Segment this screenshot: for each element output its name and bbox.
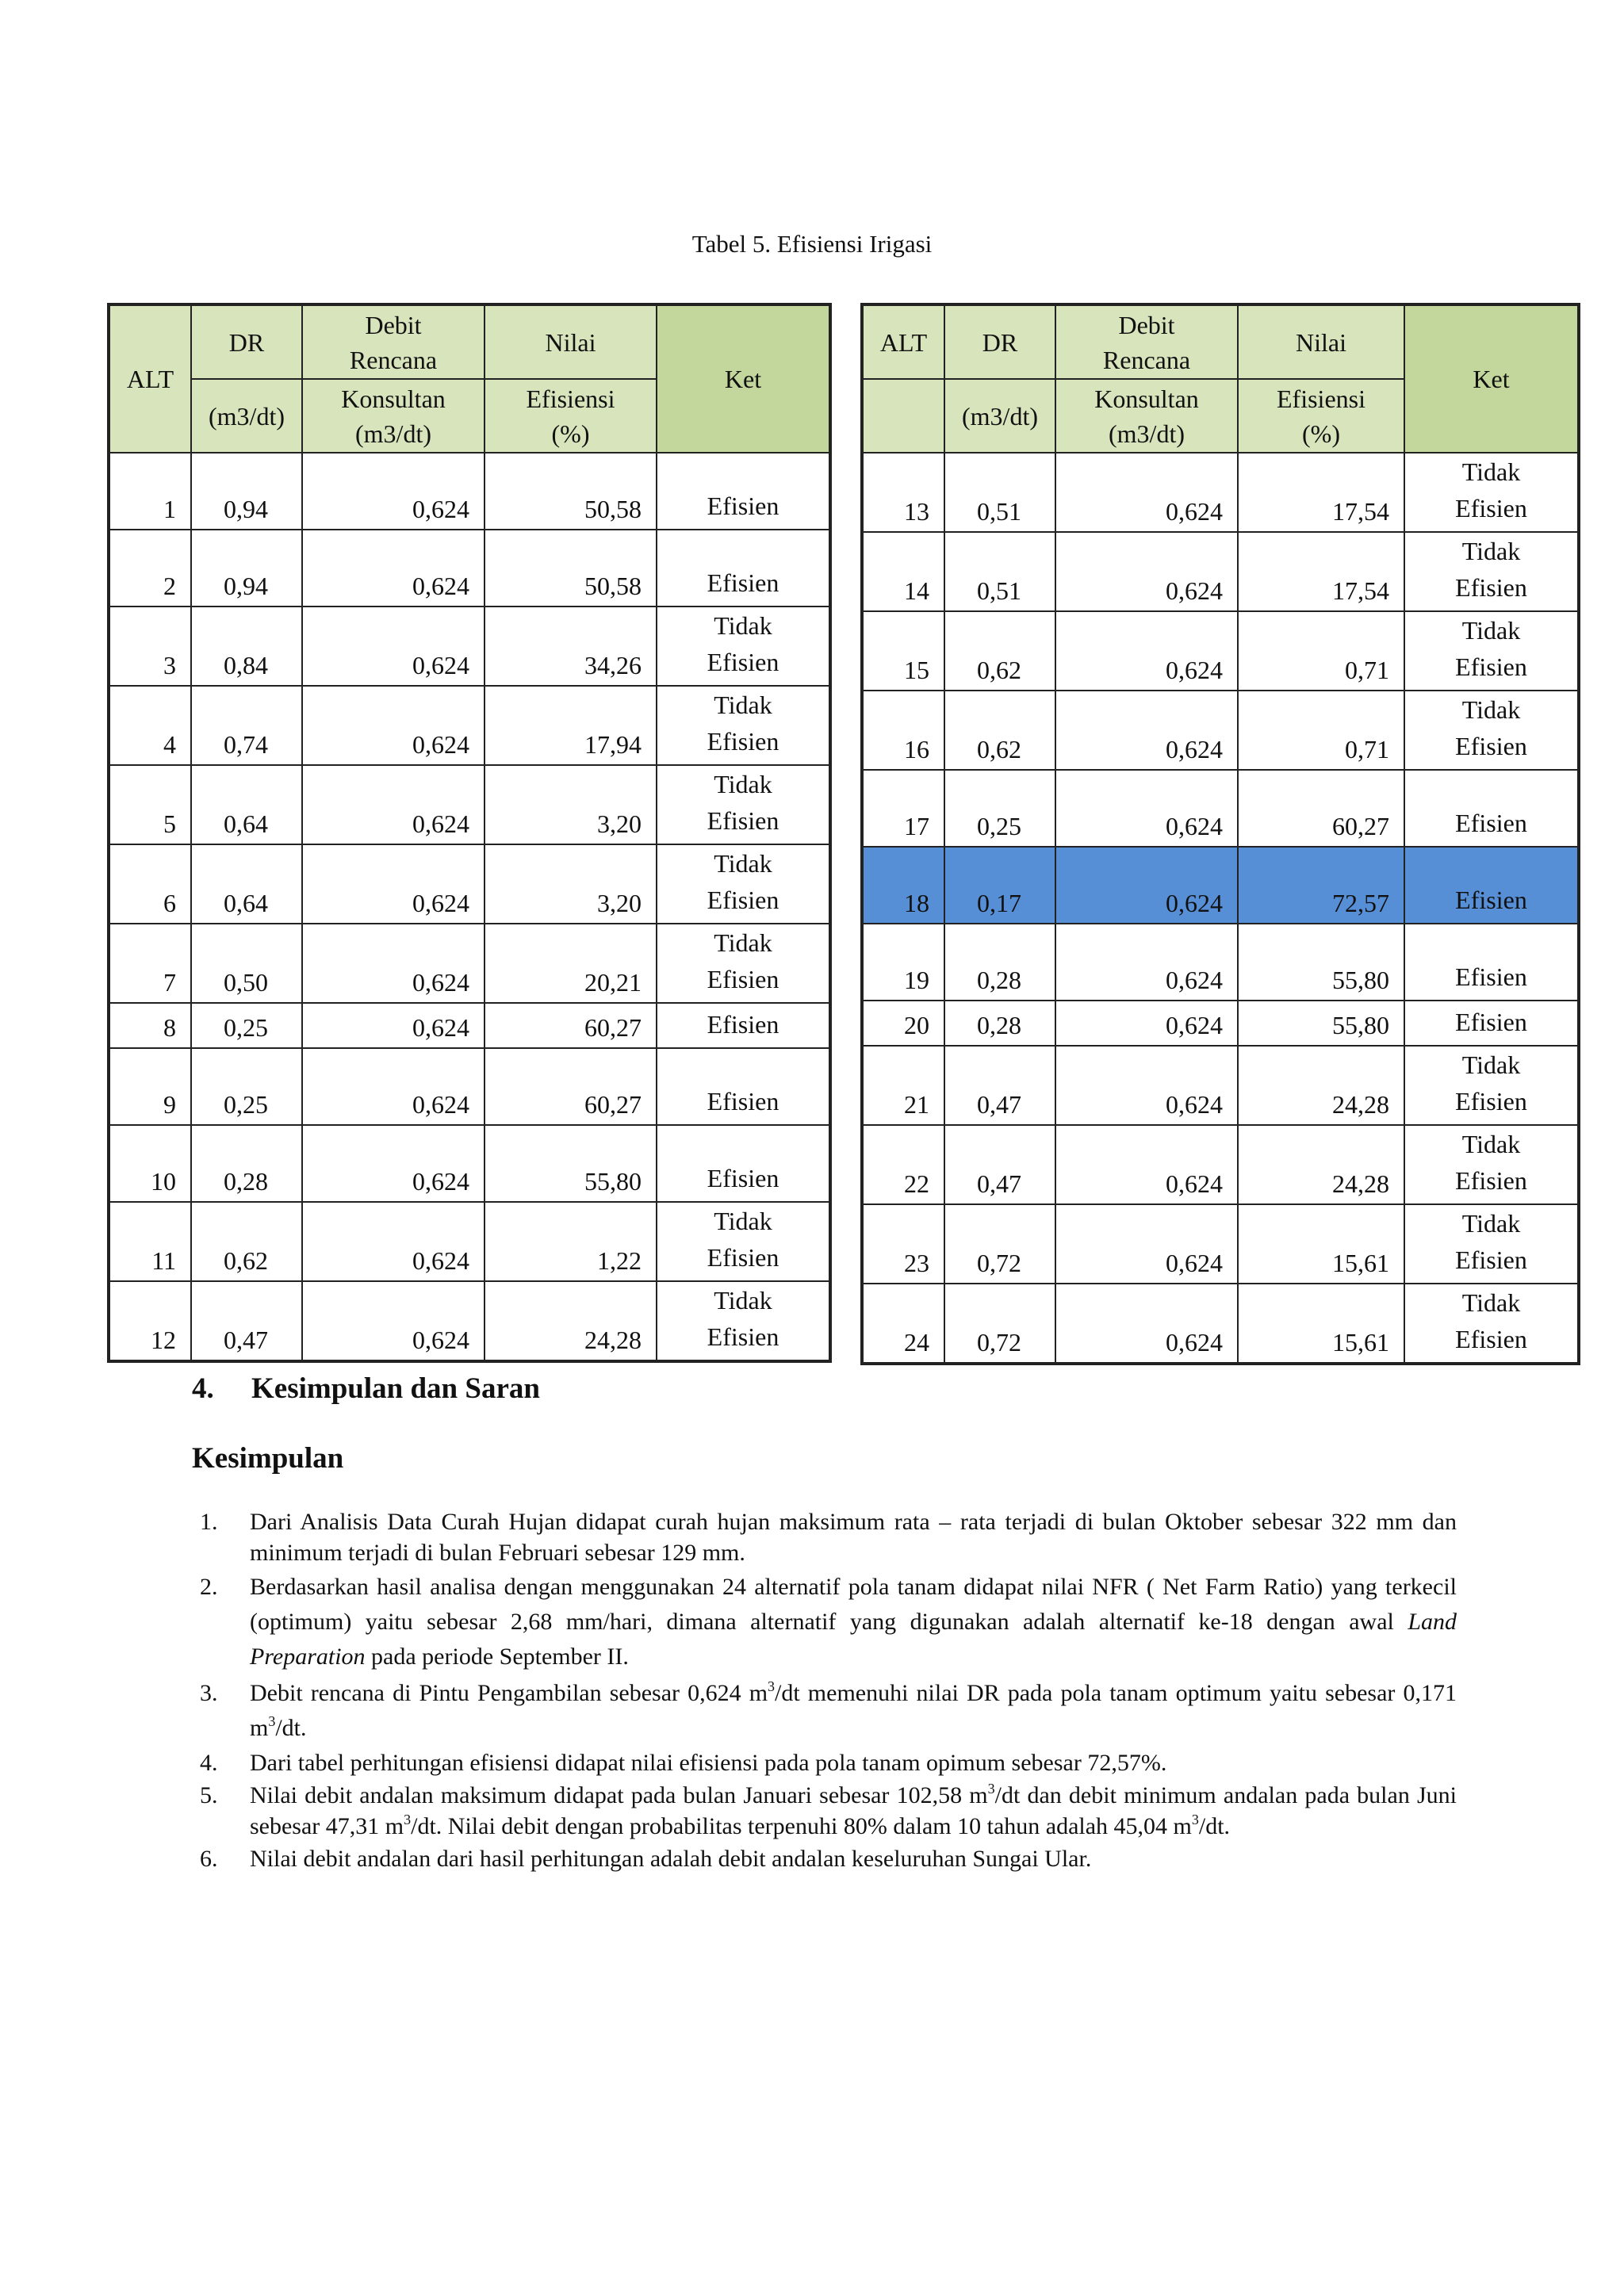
conclusion-text: /dt. Nilai debit dengan probabilitas terpenuhi 80% dalam 10 tahun adalah 45,04 m	[411, 1813, 1192, 1839]
table-row	[862, 924, 1579, 1001]
superscript: 3	[768, 1678, 776, 1694]
cell-ket	[1404, 532, 1579, 611]
ket-line-2: Efisien	[707, 1010, 779, 1039]
table-row	[109, 1202, 830, 1281]
ket-line-1: Tidak	[1461, 1130, 1521, 1158]
table-row	[862, 691, 1579, 770]
table-row	[862, 532, 1579, 611]
cell-alt: 4	[109, 686, 191, 765]
cell-nilai: 60,27	[485, 1048, 657, 1125]
cell-ket	[657, 844, 830, 924]
ket-line-2: Efisien	[707, 1243, 779, 1272]
cell-dr: 0,62	[944, 611, 1055, 691]
cell-debit: 0,624	[302, 686, 485, 765]
cell-nilai: 55,80	[1238, 924, 1404, 1001]
conclusion-number: 6.	[200, 1846, 218, 1872]
conclusion-text: Dari tabel perhitungan efisiensi didapat nilai efisiensi pada pola tanam opimum sebesar 72,57%.	[250, 1750, 1167, 1776]
cell-dr: 0,17	[944, 847, 1055, 924]
cell-alt: 15	[862, 611, 944, 691]
cell-ket	[1404, 691, 1579, 770]
cell-nilai: 20,21	[485, 924, 657, 1003]
ket-line-1: Tidak	[1461, 616, 1521, 645]
cell-debit: 0,624	[1055, 847, 1238, 924]
cell-alt: 5	[109, 765, 191, 844]
table-row	[109, 1003, 830, 1048]
cell-nilai: 72,57	[1238, 847, 1404, 924]
conclusion-item	[192, 1676, 1457, 1746]
cell-ket	[657, 765, 830, 844]
ket-line-2: Efisien	[707, 727, 779, 756]
cell-dr: 0,62	[944, 691, 1055, 770]
ket-line-2: Efisien	[1455, 573, 1527, 602]
header-dr-unit: (m3/dt)	[944, 379, 1055, 453]
cell-ket	[657, 1125, 830, 1202]
table-row	[109, 765, 830, 844]
cell-ket	[657, 607, 830, 686]
cell-debit: 0,624	[302, 1003, 485, 1048]
cell-ket	[657, 924, 830, 1003]
table-row	[109, 1281, 830, 1361]
header-nilai: Nilai	[485, 304, 657, 379]
cell-debit: 0,624	[302, 1202, 485, 1281]
cell-debit: 0,624	[302, 844, 485, 924]
cell-debit: 0,624	[302, 924, 485, 1003]
conclusion-text: /dt dan debit minimum andalan pada bulan Juni sebesar 47,31 m	[250, 1782, 1457, 1839]
cell-debit: 0,624	[302, 607, 485, 686]
cell-nilai: 24,28	[485, 1281, 657, 1361]
cell-debit: 0,624	[1055, 1125, 1238, 1204]
conclusion-number: 3.	[200, 1680, 218, 1706]
conclusion-item	[192, 1747, 1457, 1778]
section-title: Kesimpulan dan Saran	[251, 1372, 540, 1405]
cell-dr: 0,25	[191, 1048, 302, 1125]
ket-line-2: Efisien	[707, 1322, 779, 1351]
cell-alt: 14	[862, 532, 944, 611]
ket-line-1: Tidak	[1461, 1050, 1521, 1079]
cell-nilai: 17,54	[1238, 453, 1404, 532]
cell-debit: 0,624	[1055, 691, 1238, 770]
conclusion-text: /dt memenuhi nilai DR pada pola tanam optimum yaitu sebesar 0,171 m	[250, 1680, 1457, 1741]
table-row	[109, 1048, 830, 1125]
table-body-left	[109, 453, 830, 1361]
cell-dr: 0,64	[191, 765, 302, 844]
cell-nilai: 34,26	[485, 607, 657, 686]
section-number: 4.	[192, 1372, 214, 1405]
table-row	[109, 453, 830, 530]
header-dr: DR	[191, 304, 302, 379]
cell-ket	[657, 1281, 830, 1361]
table-row	[109, 1125, 830, 1202]
cell-alt: 1	[109, 453, 191, 530]
table-row	[109, 924, 830, 1003]
superscript: 3	[1191, 1812, 1199, 1827]
ket-line-2: Efisien	[1455, 732, 1527, 760]
cell-ket	[657, 453, 830, 530]
cell-ket	[1404, 1204, 1579, 1284]
cell-nilai: 24,28	[1238, 1125, 1404, 1204]
cell-dr: 0,28	[944, 924, 1055, 1001]
header-debit-top: Debit Rencana	[1055, 304, 1238, 379]
cell-alt: 12	[109, 1281, 191, 1361]
cell-debit: 0,624	[1055, 1204, 1238, 1284]
cell-nilai: 60,27	[485, 1003, 657, 1048]
cell-alt: 9	[109, 1048, 191, 1125]
cell-alt: 18	[862, 847, 944, 924]
cell-nilai: 60,27	[1238, 770, 1404, 847]
ket-line-2: Efisien	[707, 648, 779, 676]
cell-alt: 11	[109, 1202, 191, 1281]
table-body-right	[862, 453, 1579, 1364]
ket-line-2: Efisien	[1455, 1008, 1527, 1036]
cell-nilai: 0,71	[1238, 691, 1404, 770]
cell-nilai: 55,80	[485, 1125, 657, 1202]
cell-debit: 0,624	[302, 1048, 485, 1125]
conclusion-text: /dt.	[275, 1715, 307, 1741]
ket-line-1: Tidak	[1461, 537, 1521, 565]
ket-line-2: Efisien	[707, 492, 779, 520]
cell-dr: 0,51	[944, 453, 1055, 532]
ket-line-1: Tidak	[714, 611, 772, 640]
cell-debit: 0,624	[1055, 770, 1238, 847]
cell-debit: 0,624	[302, 453, 485, 530]
cell-dr: 0,50	[191, 924, 302, 1003]
cell-dr: 0,47	[191, 1281, 302, 1361]
ket-line-2: Efisien	[1455, 962, 1527, 991]
ket-line-1: Tidak	[714, 1207, 772, 1235]
cell-ket	[1404, 453, 1579, 532]
cell-ket	[1404, 1125, 1579, 1204]
cell-debit: 0,624	[1055, 1284, 1238, 1364]
cell-nilai: 15,61	[1238, 1284, 1404, 1364]
cell-debit: 0,624	[302, 530, 485, 607]
ket-line-2: Efisien	[707, 1087, 779, 1115]
table-row	[862, 1046, 1579, 1125]
cell-dr: 0,84	[191, 607, 302, 686]
cell-dr: 0,47	[944, 1125, 1055, 1204]
table-row	[109, 844, 830, 924]
table-row	[862, 1284, 1579, 1364]
header-debit-bottom: Konsultan (m3/dt)	[302, 379, 485, 453]
cell-dr: 0,72	[944, 1204, 1055, 1284]
section-heading	[192, 1372, 540, 1406]
cell-alt: 7	[109, 924, 191, 1003]
ket-line-2: Efisien	[1455, 1325, 1527, 1353]
ket-line-2: Efisien	[707, 886, 779, 914]
conclusion-item	[192, 1843, 1457, 1874]
cell-ket	[1404, 924, 1579, 1001]
cell-dr: 0,51	[944, 532, 1055, 611]
conclusion-list	[192, 1506, 1457, 1876]
ket-line-2: Efisien	[1455, 1087, 1527, 1115]
cell-nilai: 50,58	[485, 530, 657, 607]
cell-alt: 6	[109, 844, 191, 924]
cell-debit: 0,624	[1055, 453, 1238, 532]
cell-dr: 0,94	[191, 530, 302, 607]
cell-dr: 0,72	[944, 1284, 1055, 1364]
ket-line-2: Efisien	[707, 965, 779, 993]
ket-line-1: Tidak	[1461, 695, 1521, 724]
header-ket: Ket	[657, 304, 830, 453]
cell-alt: 21	[862, 1046, 944, 1125]
header-dr: DR	[944, 304, 1055, 379]
ket-line-2: Efisien	[1455, 809, 1527, 837]
ket-line-1: Tidak	[1461, 1288, 1521, 1317]
header-nilai: Nilai	[1238, 304, 1404, 379]
ket-line-2: Efisien	[1455, 1166, 1527, 1195]
cell-nilai: 3,20	[485, 765, 657, 844]
ket-line-1: Tidak	[1461, 1209, 1521, 1238]
cell-ket	[1404, 1046, 1579, 1125]
cell-alt: 17	[862, 770, 944, 847]
conclusion-text: Land Preparation	[250, 1609, 1457, 1670]
cell-dr: 0,28	[944, 1001, 1055, 1046]
ket-line-2: Efisien	[707, 568, 779, 597]
ket-line-1: Tidak	[714, 928, 772, 957]
cell-ket	[1404, 1001, 1579, 1046]
cell-dr: 0,25	[944, 770, 1055, 847]
ket-line-1: Tidak	[714, 770, 772, 798]
conclusion-text: /dt.	[1198, 1813, 1231, 1839]
cell-nilai: 0,71	[1238, 611, 1404, 691]
cell-nilai: 3,20	[485, 844, 657, 924]
header-dr-unit: (m3/dt)	[191, 379, 302, 453]
cell-nilai: 17,94	[485, 686, 657, 765]
cell-debit: 0,624	[302, 765, 485, 844]
table-row	[862, 453, 1579, 532]
conclusion-number: 4.	[200, 1750, 218, 1776]
ket-line-2: Efisien	[707, 1164, 779, 1192]
conclusion-text: Dari Analisis Data Curah Hujan didapat curah hujan maksimum rata – rata terjadi di bulan Oktober sebesar 322 mm dan minimum terjadi di bulan Februari sebesar 129 mm.	[250, 1509, 1457, 1566]
cell-alt: 23	[862, 1204, 944, 1284]
cell-debit: 0,624	[1055, 1001, 1238, 1046]
conclusion-text: Nilai debit andalan dari hasil perhitungan adalah debit andalan keseluruhan Sungai Ular.	[250, 1846, 1092, 1872]
cell-dr: 0,74	[191, 686, 302, 765]
ket-line-2: Efisien	[1455, 652, 1527, 681]
cell-debit: 0,624	[1055, 1046, 1238, 1125]
ket-line-1: Tidak	[714, 849, 772, 878]
header-ket: Ket	[1404, 304, 1579, 453]
cell-alt: 10	[109, 1125, 191, 1202]
conclusion-text: Nilai debit andalan maksimum didapat pada bulan Januari sebesar 102,58 m	[250, 1782, 988, 1808]
header-efisiensi: Efisiensi (%)	[485, 379, 657, 453]
cell-alt: 24	[862, 1284, 944, 1364]
cell-dr: 0,28	[191, 1125, 302, 1202]
ket-line-1: Tidak	[1461, 457, 1521, 486]
cell-debit: 0,624	[302, 1281, 485, 1361]
cell-ket	[657, 1202, 830, 1281]
table-row	[109, 686, 830, 765]
header-alt-blank	[862, 379, 944, 453]
cell-debit: 0,624	[1055, 532, 1238, 611]
cell-nilai: 50,58	[485, 453, 657, 530]
cell-alt: 13	[862, 453, 944, 532]
cell-alt: 16	[862, 691, 944, 770]
table-row	[862, 611, 1579, 691]
cell-debit: 0,624	[302, 1125, 485, 1202]
cell-nilai: 55,80	[1238, 1001, 1404, 1046]
ket-line-2: Efisien	[1455, 494, 1527, 522]
efficiency-table-right	[860, 303, 1580, 1365]
table-caption: Tabel 5. Efisiensi Irigasi	[691, 230, 933, 258]
cell-ket	[1404, 847, 1579, 924]
superscript: 3	[404, 1812, 412, 1827]
conclusion-text: pada periode September II.	[365, 1644, 629, 1670]
ket-line-2: Efisien	[1455, 886, 1527, 914]
cell-ket	[657, 686, 830, 765]
superscript: 3	[268, 1713, 276, 1729]
table-row	[862, 1204, 1579, 1284]
cell-debit: 0,624	[1055, 924, 1238, 1001]
cell-ket	[1404, 611, 1579, 691]
header-debit-top: Debit Rencana	[302, 304, 485, 379]
cell-nilai: 24,28	[1238, 1046, 1404, 1125]
cell-alt: 19	[862, 924, 944, 1001]
conclusion-number: 1.	[200, 1509, 218, 1535]
cell-alt: 2	[109, 530, 191, 607]
header-efisiensi: Efisiensi (%)	[1238, 379, 1404, 453]
ket-line-2: Efisien	[1455, 1246, 1527, 1274]
cell-alt: 22	[862, 1125, 944, 1204]
conclusion-number: 2.	[200, 1574, 218, 1600]
cell-nilai: 17,54	[1238, 532, 1404, 611]
cell-ket	[657, 530, 830, 607]
superscript: 3	[987, 1781, 995, 1797]
cell-ket	[657, 1048, 830, 1125]
subsection-heading: Kesimpulan	[192, 1442, 344, 1475]
table-row	[862, 847, 1579, 924]
cell-ket	[1404, 1284, 1579, 1364]
cell-dr: 0,25	[191, 1003, 302, 1048]
cell-dr: 0,94	[191, 453, 302, 530]
table-row	[862, 1001, 1579, 1046]
header-alt: ALT	[109, 304, 191, 453]
conclusion-number: 5.	[200, 1782, 218, 1808]
cell-nilai: 1,22	[485, 1202, 657, 1281]
cell-alt: 8	[109, 1003, 191, 1048]
cell-ket	[657, 1003, 830, 1048]
cell-alt: 3	[109, 607, 191, 686]
cell-dr: 0,64	[191, 844, 302, 924]
cell-debit: 0,624	[1055, 611, 1238, 691]
cell-ket	[1404, 770, 1579, 847]
ket-line-1: Tidak	[714, 691, 772, 719]
table-row	[862, 770, 1579, 847]
table-row	[862, 1125, 1579, 1204]
cell-dr: 0,62	[191, 1202, 302, 1281]
cell-dr: 0,47	[944, 1046, 1055, 1125]
conclusion-item	[192, 1780, 1457, 1842]
table-row	[109, 607, 830, 686]
ket-line-1: Tidak	[714, 1286, 772, 1314]
header-alt: ALT	[862, 304, 944, 379]
conclusion-text: Debit rencana di Pintu Pengambilan sebesar 0,624 m	[250, 1680, 768, 1706]
conclusion-item	[192, 1506, 1457, 1568]
ket-line-2: Efisien	[707, 806, 779, 835]
cell-alt: 20	[862, 1001, 944, 1046]
conclusion-item	[192, 1570, 1457, 1674]
efficiency-table-left	[107, 303, 832, 1363]
conclusion-text: Berdasarkan hasil analisa dengan menggunakan 24 alternatif pola tanam didapat nilai NFR ( Net Farm Ratio) yang terkecil (optimum) yaitu sebesar 2,68 mm/hari, dimana alternatif yang digunakan adalah alternatif ke-18 dengan awal	[250, 1574, 1457, 1635]
header-debit-bottom: Konsultan (m3/dt)	[1055, 379, 1238, 453]
table-row	[109, 530, 830, 607]
cell-nilai: 15,61	[1238, 1204, 1404, 1284]
